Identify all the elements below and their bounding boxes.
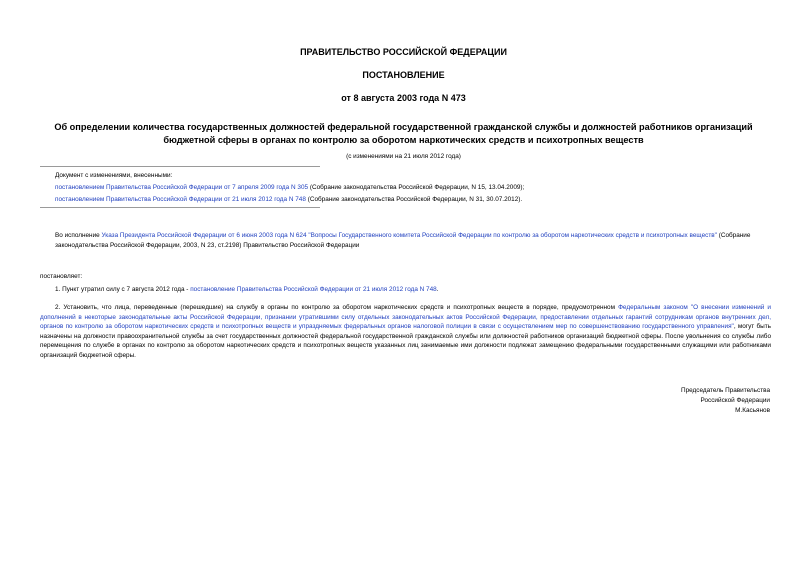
signature-title-2: Российской Федерации: [700, 397, 770, 404]
point-2-prefix: 2. Установить, что лица, переведенные (перешедшие) на службу в органы по контролю за оборотом наркотических средств и психотропных веществ в порядке, предусмотренном: [55, 304, 619, 311]
point-2-suffix: , могут быть назначены на должности правоохранительной службы за счет государственных должностей федеральной государственной гражданской службы или должностей работников организаций бюджетной сферы. После увольнения со службы либо перемещения по службе в органах по контролю за оборотом наркотических средств и психотропных веществ указанных лиц занимаемые ими должности подлежат замещению федеральными государственными служащими или работниками организаций бюджетной сферы.: [40, 323, 771, 359]
presidential-decree-link[interactable]: Указа Президента Российской Федерации от 6 июня 2003 года N 624 "Вопросы Государственного комитета Российской Федерации по контролю за оборотом наркотических средств и психотропных веществ": [101, 232, 717, 239]
divider-top: [40, 166, 320, 167]
date-number-heading: от 8 августа 2003 года N 473: [341, 93, 466, 103]
point-1-suffix: .: [436, 286, 439, 293]
amendment-item: [55, 194, 795, 206]
amendment-link-2009[interactable]: постановлением Правительства Российской Федерации от 7 апреля 2009 года N 305: [55, 184, 309, 191]
amendments-intro: Документ с изменениями, внесенными:: [55, 172, 173, 179]
changes-note: (с изменениями на 21 июля 2012 года): [346, 153, 461, 160]
divider-bottom: [40, 207, 320, 208]
repeal-resolution-link[interactable]: постановление Правительства Российской Федерации от 21 июля 2012 года N 748: [190, 286, 437, 293]
amendment-link-2012[interactable]: постановлением Правительства Российской Федерации от 21 июля 2012 года N 748: [55, 196, 306, 203]
preamble-prefix: Во исполнение: [55, 232, 102, 239]
point-1: [55, 285, 439, 295]
resolves-label: постановляет:: [40, 273, 83, 280]
document-title: Об определении количества государственных должностей федеральной государственной гражданской службы и должностей работников организаций бюджетной сферы в органах по контролю за оборотом наркотических средств и психотропных веществ: [54, 122, 753, 145]
point-2: [40, 303, 771, 361]
federal-law-link[interactable]: Федеральным законом "О внесении изменений и дополнений в некоторые законодательные акты Российской Федерации, признании утратившими силу отдельных законодательных актов Российской Федерации, предоставлении отдельных гарантий сотрудникам органов внутренних дел, органов по контролю за оборотом наркотических средств и психотропных веществ и упраздняемых федеральных органов налоговой полиции в связи с осуществлением мер по совершенствованию государственного управления": [40, 304, 771, 331]
preamble-paragraph: [55, 231, 771, 250]
signature-block: [681, 386, 770, 416]
signature-title: Председатель Правительства: [681, 387, 770, 394]
signatory-name: М.Касьянов: [735, 407, 770, 414]
amendment-source: (Собрание законодательства Российской Федерации, N 15, 13.04.2009);: [308, 184, 525, 191]
point-1-prefix: 1. Пункт утратил силу с 7 августа 2012 года -: [55, 286, 191, 293]
issuer-heading: ПРАВИТЕЛЬСТВО РОССИЙСКОЙ ФЕДЕРАЦИИ: [300, 47, 507, 57]
document-type-heading: ПОСТАНОВЛЕНИЕ: [362, 70, 445, 80]
preamble-suffix: (Собрание законодательства Российской Федерации, 2003, N 23, ст.2198) Правительство Российской Федерации: [55, 232, 751, 249]
amendments-block: [55, 170, 795, 206]
amendment-source: (Собрание законодательства Российской Федерации, N 31, 30.07.2012).: [305, 196, 523, 203]
amendment-item: [55, 182, 795, 194]
